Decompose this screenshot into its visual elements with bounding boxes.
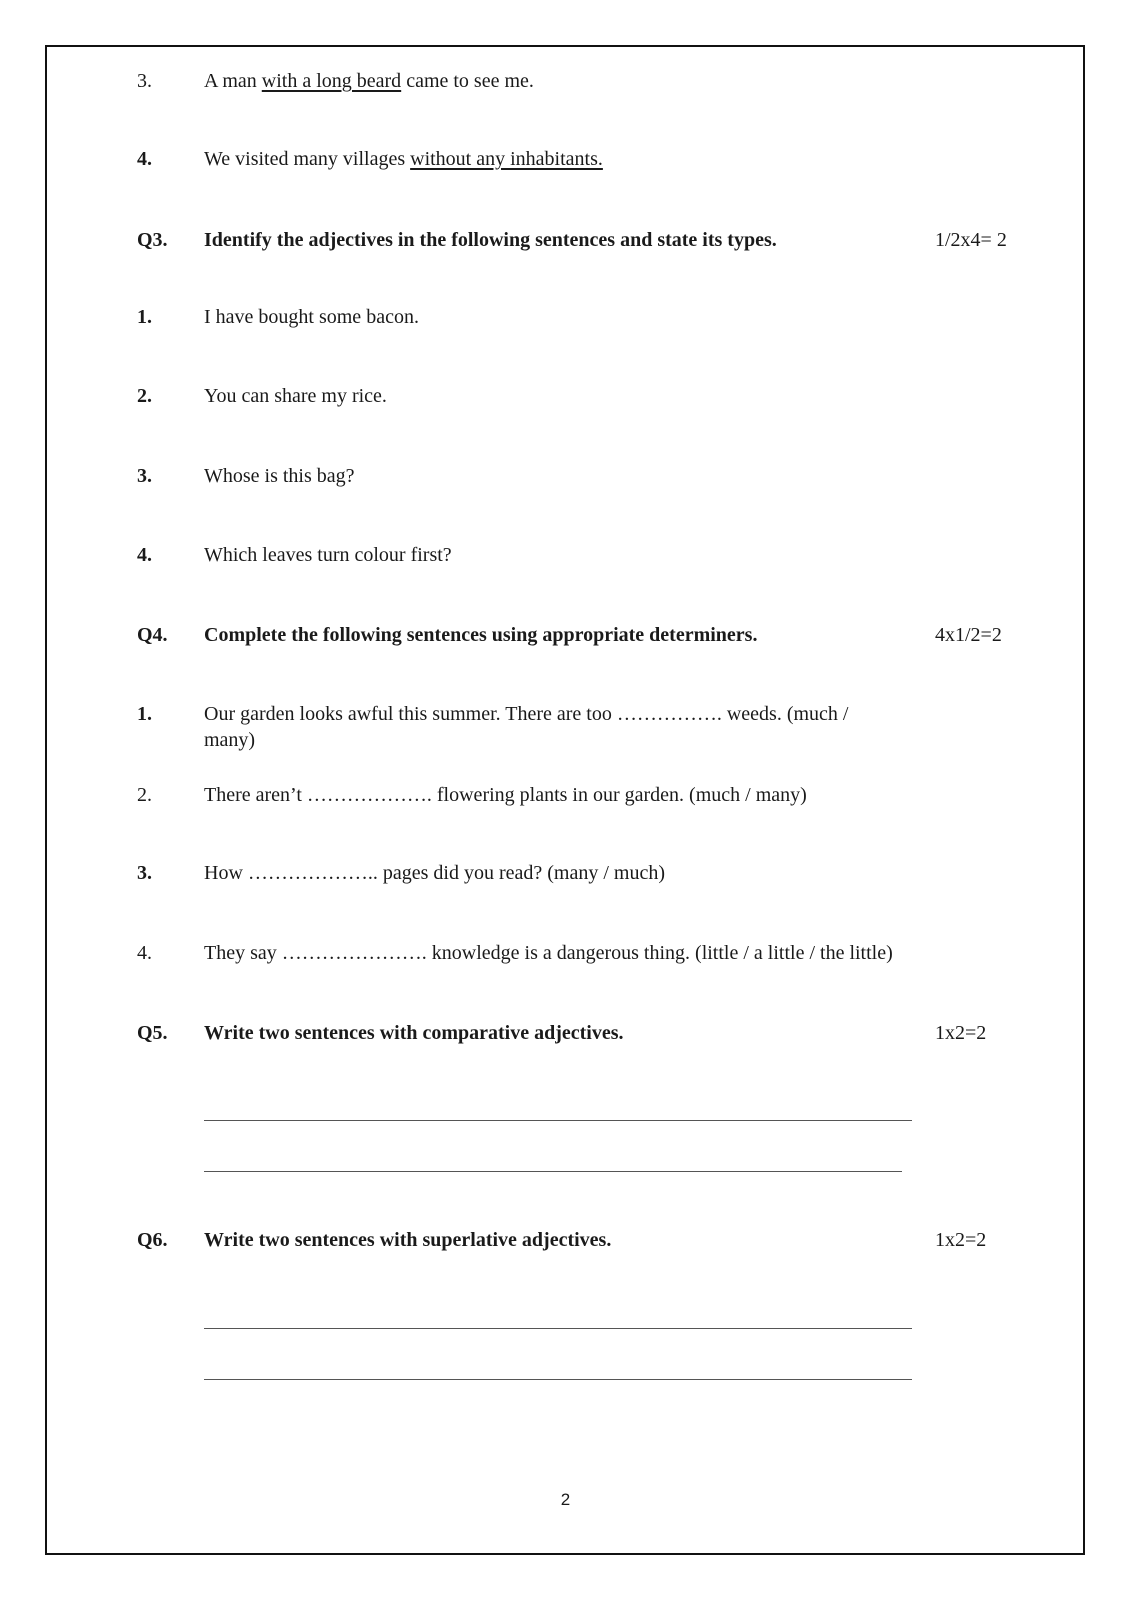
answer-line[interactable]	[204, 1120, 912, 1121]
question-prompt: Identify the adjectives in the following sentences and state its types.	[204, 229, 777, 251]
item-number: 3.	[137, 70, 152, 92]
item-number: 2.	[137, 385, 152, 407]
text-post: came to see me.	[401, 70, 534, 92]
item-number: 4.	[137, 544, 152, 566]
answer-line[interactable]	[204, 1328, 912, 1329]
question-marks: 1x2=2	[935, 1022, 987, 1044]
item-number: 2.	[137, 784, 152, 806]
item-text: You can share my rice.	[204, 385, 387, 407]
item-number: 3.	[137, 862, 152, 884]
item-text: How ……………….. pages did you read? (many / much)	[204, 862, 666, 884]
underlined-phrase: without any inhabitants.	[410, 148, 603, 170]
page-number: 2	[560, 1490, 571, 1509]
text-pre: We visited many villages	[204, 148, 411, 170]
question-marks: 1/2x4= 2	[935, 229, 1007, 251]
answer-line[interactable]	[204, 1379, 912, 1380]
question-prompt: Write two sentences with superlative adjectives.	[204, 1229, 612, 1251]
item-text: They say …………………. knowledge is a dangerous thing. (little / a little / the little)	[204, 942, 893, 964]
question-number: Q5.	[137, 1022, 168, 1044]
item-text: I have bought some bacon.	[204, 306, 419, 328]
question-prompt: Write two sentences with comparative adjectives.	[204, 1022, 624, 1044]
text-pre: A man	[204, 70, 262, 92]
item-text: Our garden looks awful this summer. There are too ……………. weeds. (much / many)	[204, 703, 849, 751]
item-text	[204, 146, 904, 172]
question-number: Q3.	[137, 229, 168, 251]
item-number: 3.	[137, 465, 152, 487]
item-number: 1.	[137, 703, 152, 725]
question-marks: 1x2=2	[935, 1229, 987, 1251]
underlined-phrase: with a long beard	[261, 70, 402, 92]
question-number: Q6.	[137, 1229, 168, 1251]
answer-line[interactable]	[204, 1171, 902, 1172]
item-text: Whose is this bag?	[204, 465, 355, 487]
item-number: 1.	[137, 306, 152, 328]
question-number: Q4.	[137, 624, 168, 646]
item-text: There aren’t ………………. flowering plants in our garden. (much / many)	[204, 784, 807, 806]
item-text: Which leaves turn colour first?	[204, 544, 452, 566]
question-marks: 4x1/2=2	[935, 624, 1002, 646]
item-text	[204, 68, 904, 94]
item-number: 4.	[137, 148, 152, 170]
question-prompt: Complete the following sentences using appropriate determiners.	[204, 624, 758, 646]
item-number: 4.	[137, 942, 152, 964]
